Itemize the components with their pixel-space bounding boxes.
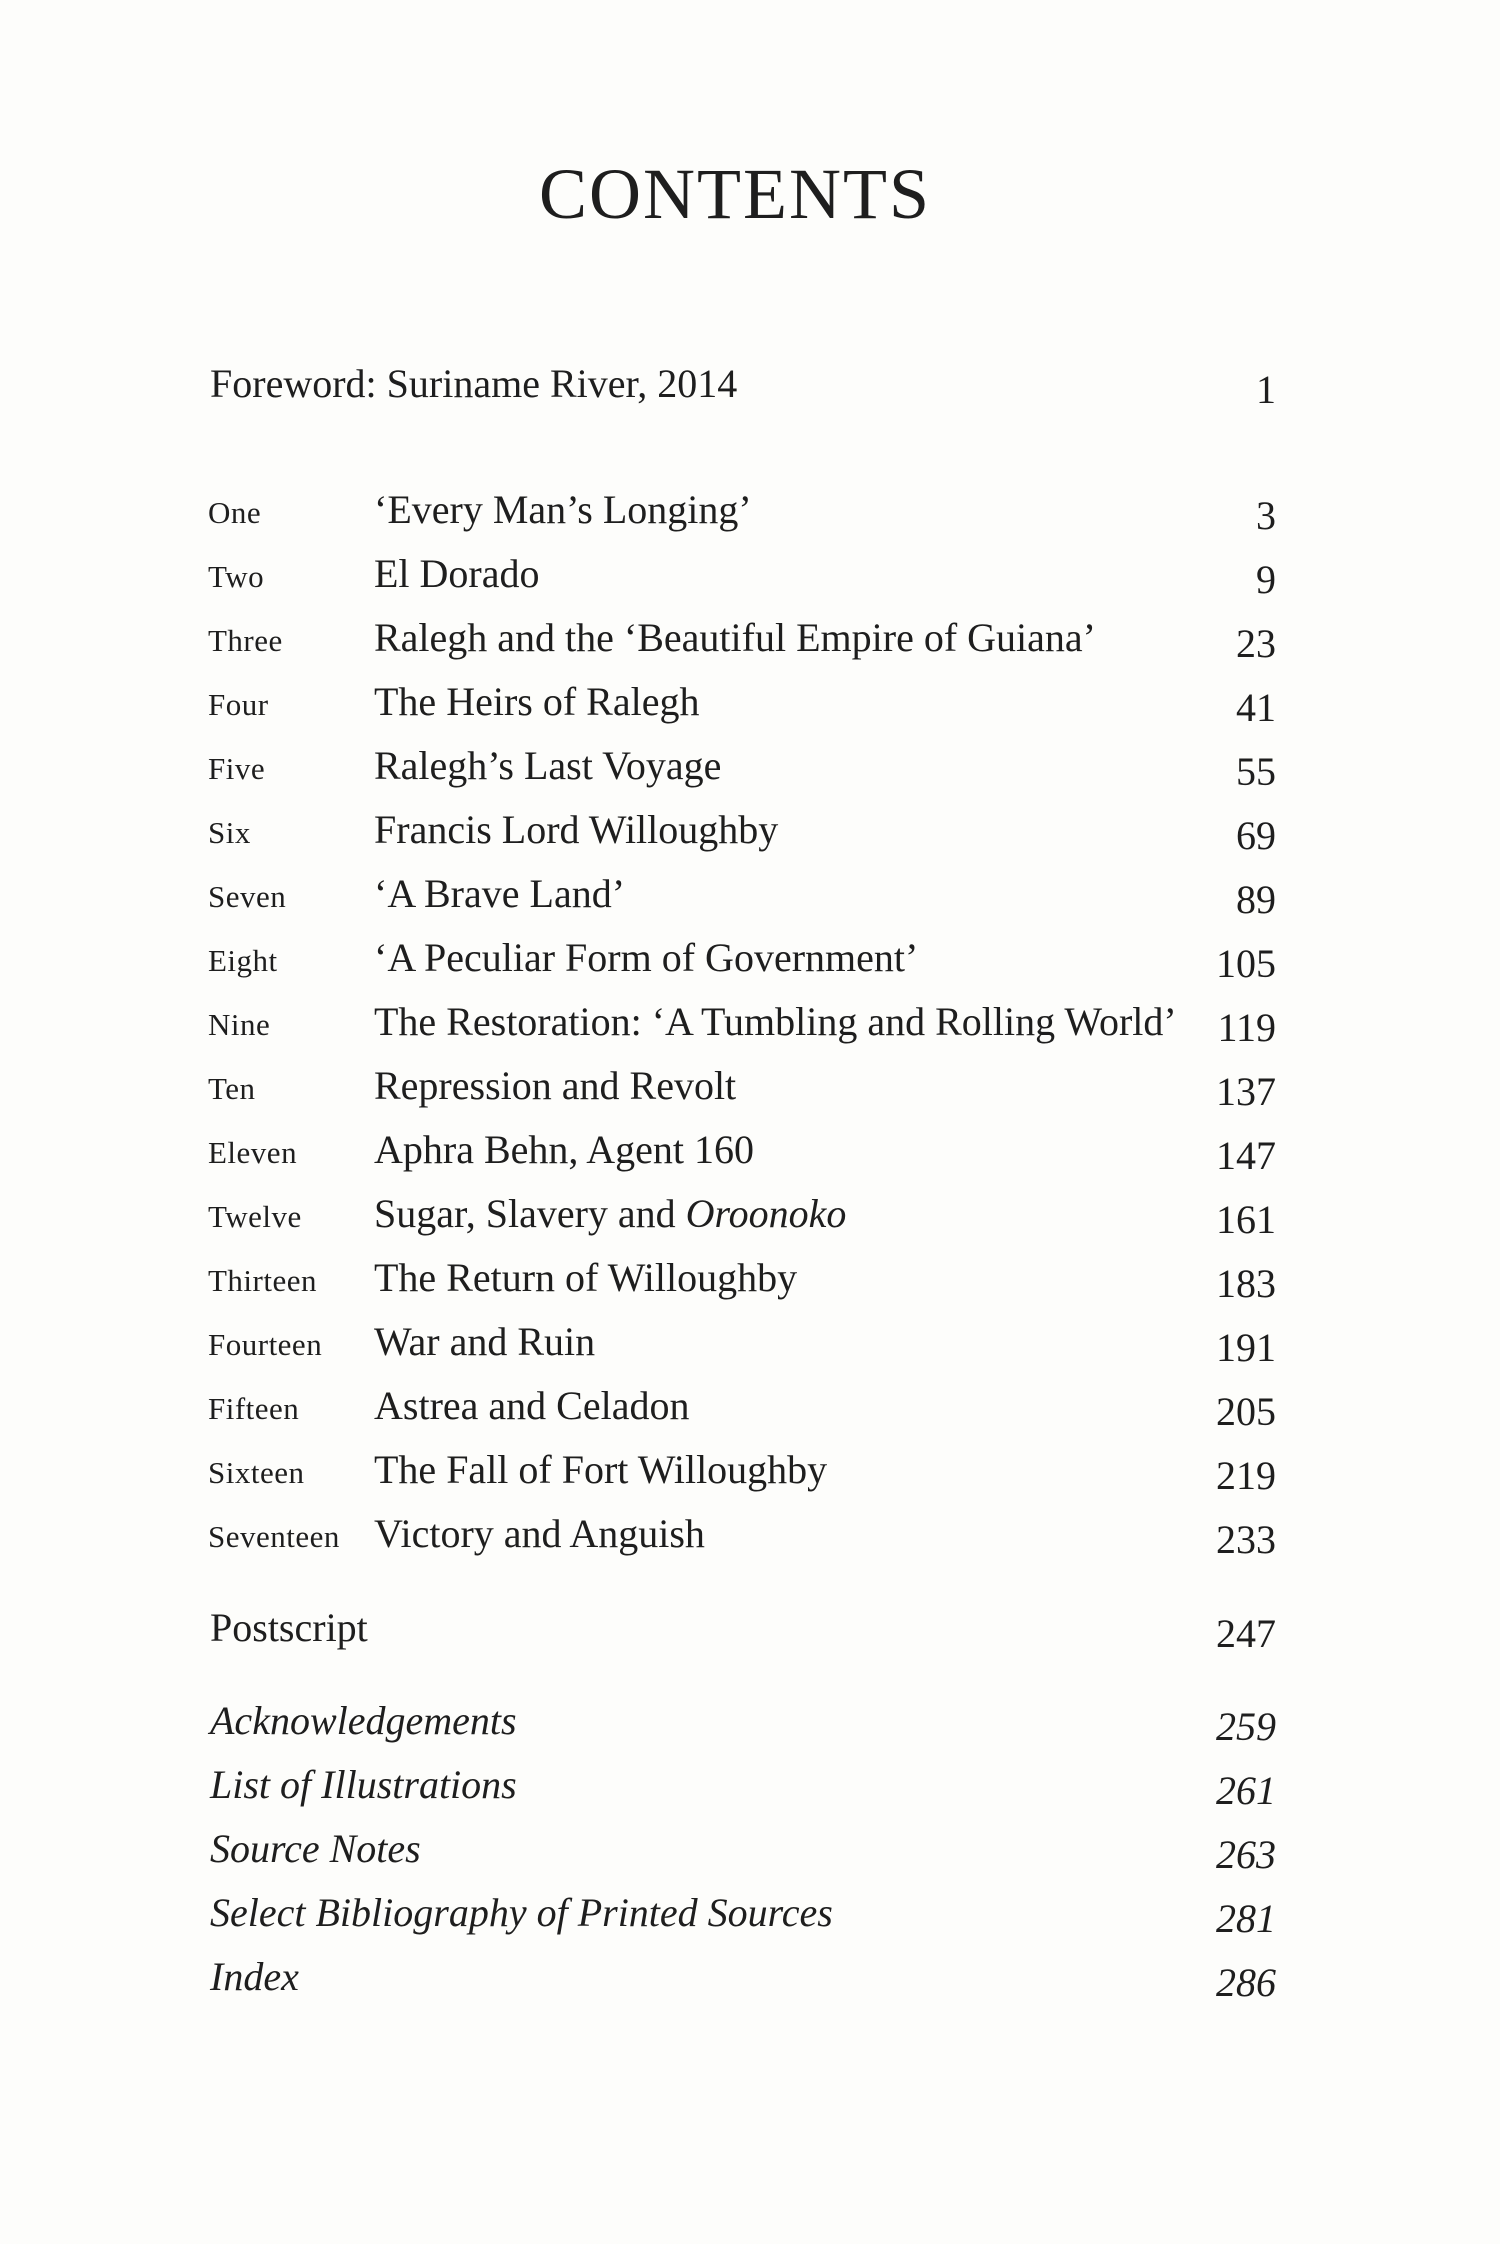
entry-title: The Heirs of Ralegh	[374, 679, 700, 724]
chapter-number: Eight	[208, 943, 278, 978]
entry-title: Postscript	[210, 1605, 368, 1650]
toc-entry-chapter[interactable]	[208, 545, 1276, 605]
entry-title: ‘A Peculiar Form of Government’	[374, 935, 919, 980]
toc-entry-chapter[interactable]	[208, 1057, 1276, 1117]
entry-title: Francis Lord Willoughby	[374, 807, 779, 852]
entry-title: El Dorado	[374, 551, 540, 596]
toc-entry-backmatter[interactable]	[208, 1692, 1276, 1752]
entry-title-italic: Oroonoko	[685, 1191, 847, 1236]
toc-entry-backmatter[interactable]	[208, 1948, 1276, 2008]
entry-title: The Restoration: ‘A Tumbling and Rolling World’	[374, 999, 1177, 1044]
entry-page: 183	[1216, 1261, 1276, 1306]
entry-page: 3	[1256, 493, 1276, 538]
entry-page: 219	[1216, 1453, 1276, 1498]
entry-title: List of Illustrations	[210, 1762, 517, 1807]
toc-entry-backmatter[interactable]	[208, 1820, 1276, 1880]
toc-entry-backmatter[interactable]	[208, 1884, 1276, 1944]
toc-entry-chapter[interactable]	[208, 1121, 1276, 1181]
toc-entry-chapter[interactable]	[208, 1249, 1276, 1309]
entry-page: 286	[1216, 1960, 1276, 2005]
entry-page: 161	[1216, 1197, 1276, 1242]
toc-entry-chapter[interactable]	[208, 993, 1276, 1053]
entry-title: Acknowledgements	[210, 1698, 517, 1743]
entry-title: Aphra Behn, Agent 160	[374, 1127, 754, 1172]
chapter-number: Nine	[208, 1007, 271, 1042]
toc-entry-chapter[interactable]	[208, 865, 1276, 925]
chapter-number: Eleven	[208, 1135, 298, 1170]
entry-page: 69	[1236, 813, 1276, 858]
entry-page: 191	[1216, 1325, 1276, 1370]
chapter-number: One	[208, 495, 262, 530]
entry-page: 259	[1216, 1704, 1276, 1749]
entry-title-text: Sugar, Slavery and	[374, 1191, 686, 1236]
entry-title: ‘A Brave Land’	[374, 871, 626, 916]
chapter-number: Four	[208, 687, 269, 722]
chapter-number: Five	[208, 751, 266, 786]
entry-page: 119	[1217, 1005, 1276, 1050]
chapter-number: Fourteen	[208, 1327, 323, 1362]
entry-page: 205	[1216, 1389, 1276, 1434]
entry-title: Index	[210, 1954, 299, 1999]
chapter-number: Two	[208, 559, 265, 594]
entry-title: War and Ruin	[374, 1319, 596, 1364]
chapter-number: Thirteen	[208, 1263, 318, 1298]
toc-entry-foreword[interactable]	[208, 355, 1276, 415]
entry-title: The Fall of Fort Willoughby	[374, 1447, 828, 1492]
chapter-number: Seven	[208, 879, 287, 914]
entry-page: 247	[1216, 1611, 1276, 1656]
chapter-number: Sixteen	[208, 1455, 305, 1490]
toc-entry-chapter[interactable]	[208, 1441, 1276, 1501]
entry-title: Ralegh and the ‘Beautiful Empire of Guiana’	[374, 615, 1096, 660]
toc-entry-chapter[interactable]	[208, 481, 1276, 541]
entry-page: 233	[1216, 1517, 1276, 1562]
toc-entry-chapter[interactable]	[208, 609, 1276, 669]
toc-entry-chapter[interactable]	[208, 1185, 1276, 1245]
entry-page: 55	[1236, 749, 1276, 794]
entry-page: 41	[1236, 685, 1276, 730]
toc-entry-chapter[interactable]	[208, 801, 1276, 861]
entry-page: 281	[1216, 1896, 1276, 1941]
entry-page: 105	[1216, 941, 1276, 986]
entry-title: The Return of Willoughby	[374, 1255, 798, 1300]
toc-entry-postscript[interactable]	[208, 1599, 1276, 1659]
entry-title: Foreword: Suriname River, 2014	[210, 361, 738, 406]
entry-title: Astrea and Celadon	[374, 1383, 690, 1428]
chapter-number: Twelve	[208, 1199, 302, 1234]
entry-page: 1	[1256, 367, 1276, 412]
entry-page: 263	[1216, 1832, 1276, 1877]
chapter-number: Seventeen	[208, 1519, 340, 1554]
entry-title	[374, 1190, 846, 1237]
entry-page: 9	[1256, 557, 1276, 602]
toc-entry-chapter[interactable]	[208, 737, 1276, 797]
entry-title: Source Notes	[210, 1826, 421, 1871]
chapter-number: Fifteen	[208, 1391, 300, 1426]
entry-page: 23	[1236, 621, 1276, 666]
toc-entry-chapter[interactable]	[208, 673, 1276, 733]
entry-title: Repression and Revolt	[374, 1063, 737, 1108]
entry-page: 147	[1216, 1133, 1276, 1178]
page-title: CONTENTS	[539, 154, 931, 234]
toc-entry-backmatter[interactable]	[208, 1756, 1276, 1816]
entry-page: 137	[1216, 1069, 1276, 1114]
entry-page: 89	[1236, 877, 1276, 922]
toc-entry-chapter[interactable]	[208, 1377, 1276, 1437]
toc-entry-chapter[interactable]	[208, 1505, 1276, 1565]
entry-title: Select Bibliography of Printed Sources	[210, 1890, 833, 1935]
chapter-number: Ten	[208, 1071, 256, 1106]
chapter-number: Six	[208, 815, 251, 850]
chapter-number: Three	[208, 623, 283, 658]
toc-entry-chapter[interactable]	[208, 929, 1276, 989]
entry-title: Ralegh’s Last Voyage	[374, 743, 722, 788]
toc-entry-chapter[interactable]	[208, 1313, 1276, 1373]
entry-page: 261	[1216, 1768, 1276, 1813]
entry-title: Victory and Anguish	[374, 1511, 705, 1556]
entry-title: ‘Every Man’s Longing’	[374, 487, 752, 532]
